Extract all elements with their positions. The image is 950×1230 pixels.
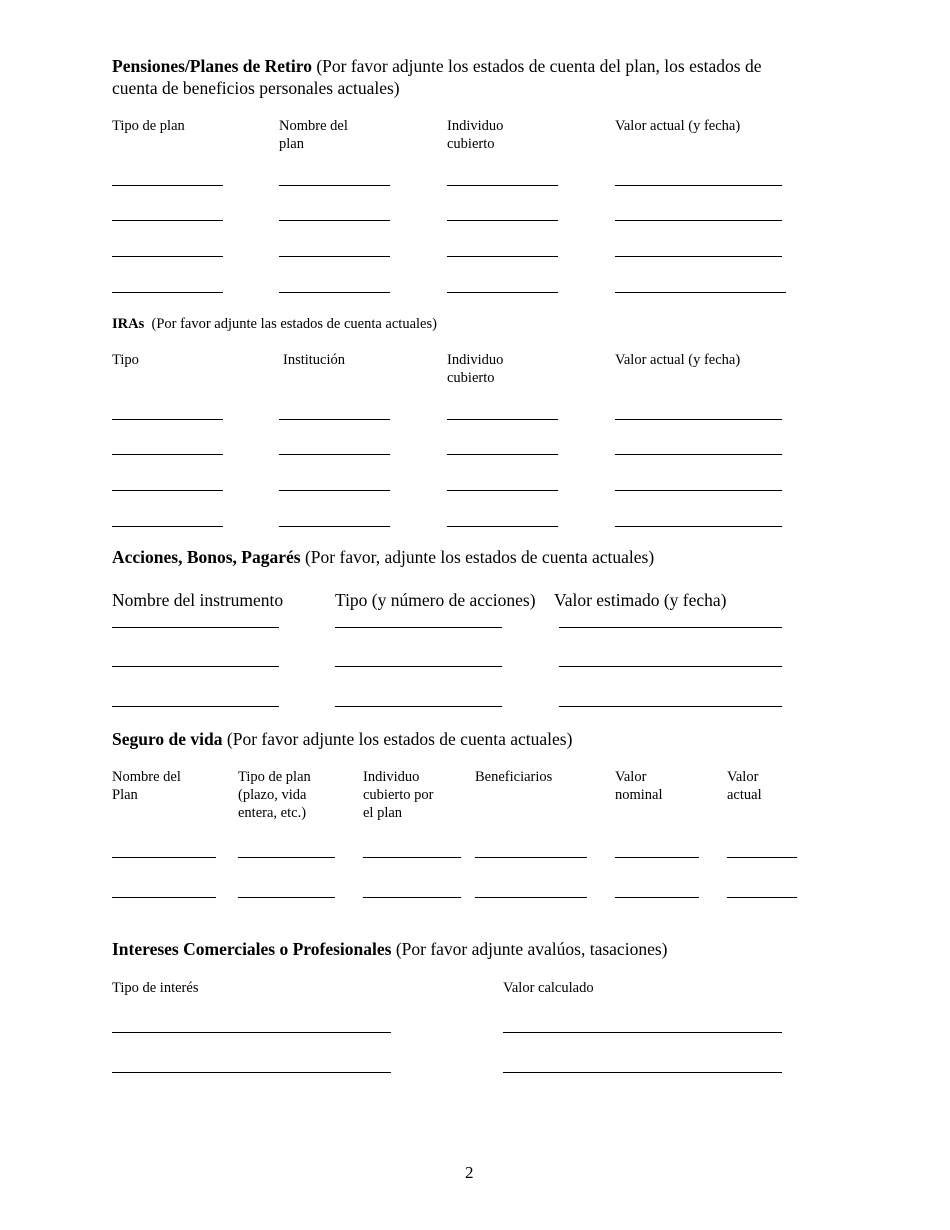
pensions-col-plan-type: Tipo de plan xyxy=(112,118,185,134)
blank-line[interactable] xyxy=(447,185,558,186)
blank-line[interactable] xyxy=(112,666,279,667)
blank-line[interactable] xyxy=(279,185,390,186)
blank-line[interactable] xyxy=(238,897,335,898)
blank-line[interactable] xyxy=(447,220,558,221)
blank-line[interactable] xyxy=(279,220,390,221)
pensions-heading: Pensiones/Planes de Retiro (Por favor adjunte los estados de cuenta del plan, los estados de xyxy=(112,56,762,76)
blank-line[interactable] xyxy=(279,526,390,527)
life-col-beneficiaries: Beneficiarios xyxy=(475,769,553,785)
blank-line[interactable] xyxy=(112,627,279,628)
stocks-col-instrument: Nombre del instrumento xyxy=(112,590,284,610)
blank-line[interactable] xyxy=(615,419,782,420)
stocks-col-value: Valor estimado (y fecha) xyxy=(554,590,727,610)
blank-line[interactable] xyxy=(279,419,390,420)
blank-line[interactable] xyxy=(447,292,558,293)
business-col-estimated-value: Valor calculado xyxy=(503,980,594,996)
blank-line[interactable] xyxy=(279,454,390,455)
blank-line[interactable] xyxy=(559,706,782,707)
life-col-plan-name: Nombre del Plan xyxy=(112,769,181,803)
blank-line[interactable] xyxy=(112,1032,391,1033)
blank-line[interactable] xyxy=(238,857,335,858)
blank-line[interactable] xyxy=(559,627,782,628)
blank-line[interactable] xyxy=(112,292,223,293)
blank-line[interactable] xyxy=(615,897,699,898)
pensions-col-plan-name: Nombre del plan xyxy=(279,118,348,152)
blank-line[interactable] xyxy=(503,1032,782,1033)
blank-line[interactable] xyxy=(475,857,587,858)
blank-line[interactable] xyxy=(559,666,782,667)
iras-col-institution: Institución xyxy=(283,352,346,368)
page-number: 2 xyxy=(465,1163,474,1182)
stocks-col-type: Tipo (y número de acciones) xyxy=(335,590,536,610)
blank-line[interactable] xyxy=(727,857,797,858)
blank-line[interactable] xyxy=(447,419,558,420)
blank-line[interactable] xyxy=(615,185,782,186)
blank-line[interactable] xyxy=(112,454,223,455)
pensions-col-covered: Individuo cubierto xyxy=(447,118,504,152)
business-col-interest-type: Tipo de interés xyxy=(112,980,199,996)
blank-line[interactable] xyxy=(615,857,699,858)
iras-heading: IRAs (Por favor adjunte las estados de cuenta actuales) xyxy=(112,316,437,332)
blank-line[interactable] xyxy=(615,490,782,491)
blank-line[interactable] xyxy=(112,490,223,491)
blank-line[interactable] xyxy=(447,454,558,455)
blank-line[interactable] xyxy=(615,526,782,527)
blank-line[interactable] xyxy=(279,256,390,257)
blank-line[interactable] xyxy=(475,897,587,898)
blank-line[interactable] xyxy=(112,897,216,898)
life-heading: Seguro de vida (Por favor adjunte los estados de cuenta actuales) xyxy=(112,729,573,749)
blank-line[interactable] xyxy=(335,627,502,628)
life-col-face-value: Valor nominal xyxy=(615,769,663,803)
blank-line[interactable] xyxy=(279,292,390,293)
blank-line[interactable] xyxy=(335,706,502,707)
blank-line[interactable] xyxy=(112,419,223,420)
iras-col-value: Valor actual (y fecha) xyxy=(615,352,741,368)
blank-line[interactable] xyxy=(112,857,216,858)
blank-line[interactable] xyxy=(447,490,558,491)
pensions-col-value: Valor actual (y fecha) xyxy=(615,118,741,134)
life-col-covered: Individuo cubierto por el plan xyxy=(363,769,434,821)
blank-line[interactable] xyxy=(615,220,782,221)
blank-line[interactable] xyxy=(112,526,223,527)
business-heading: Intereses Comerciales o Profesionales (Por favor adjunte avalúos, tasaciones) xyxy=(112,939,668,959)
stocks-heading: Acciones, Bonos, Pagarés (Por favor, adjunte los estados de cuenta actuales) xyxy=(112,547,655,567)
blank-line[interactable] xyxy=(335,666,502,667)
blank-line[interactable] xyxy=(112,706,279,707)
blank-line[interactable] xyxy=(503,1072,782,1073)
iras-col-covered: Individuo cubierto xyxy=(447,352,504,386)
blank-line[interactable] xyxy=(615,256,782,257)
blank-line[interactable] xyxy=(615,454,782,455)
blank-line[interactable] xyxy=(112,220,223,221)
blank-line[interactable] xyxy=(727,897,797,898)
blank-line[interactable] xyxy=(363,897,461,898)
iras-col-type: Tipo xyxy=(112,352,139,368)
life-col-plan-type: Tipo de plan (plazo, vida entera, etc.) xyxy=(238,769,311,821)
blank-line[interactable] xyxy=(447,256,558,257)
pensions-heading-cont: cuenta de beneficios personales actuales) xyxy=(112,78,400,98)
blank-line[interactable] xyxy=(363,857,461,858)
blank-line[interactable] xyxy=(112,185,223,186)
blank-line[interactable] xyxy=(447,526,558,527)
blank-line[interactable] xyxy=(615,292,786,293)
blank-line[interactable] xyxy=(112,256,223,257)
blank-line[interactable] xyxy=(279,490,390,491)
life-col-current-value: Valor actual xyxy=(727,769,762,803)
blank-line[interactable] xyxy=(112,1072,391,1073)
